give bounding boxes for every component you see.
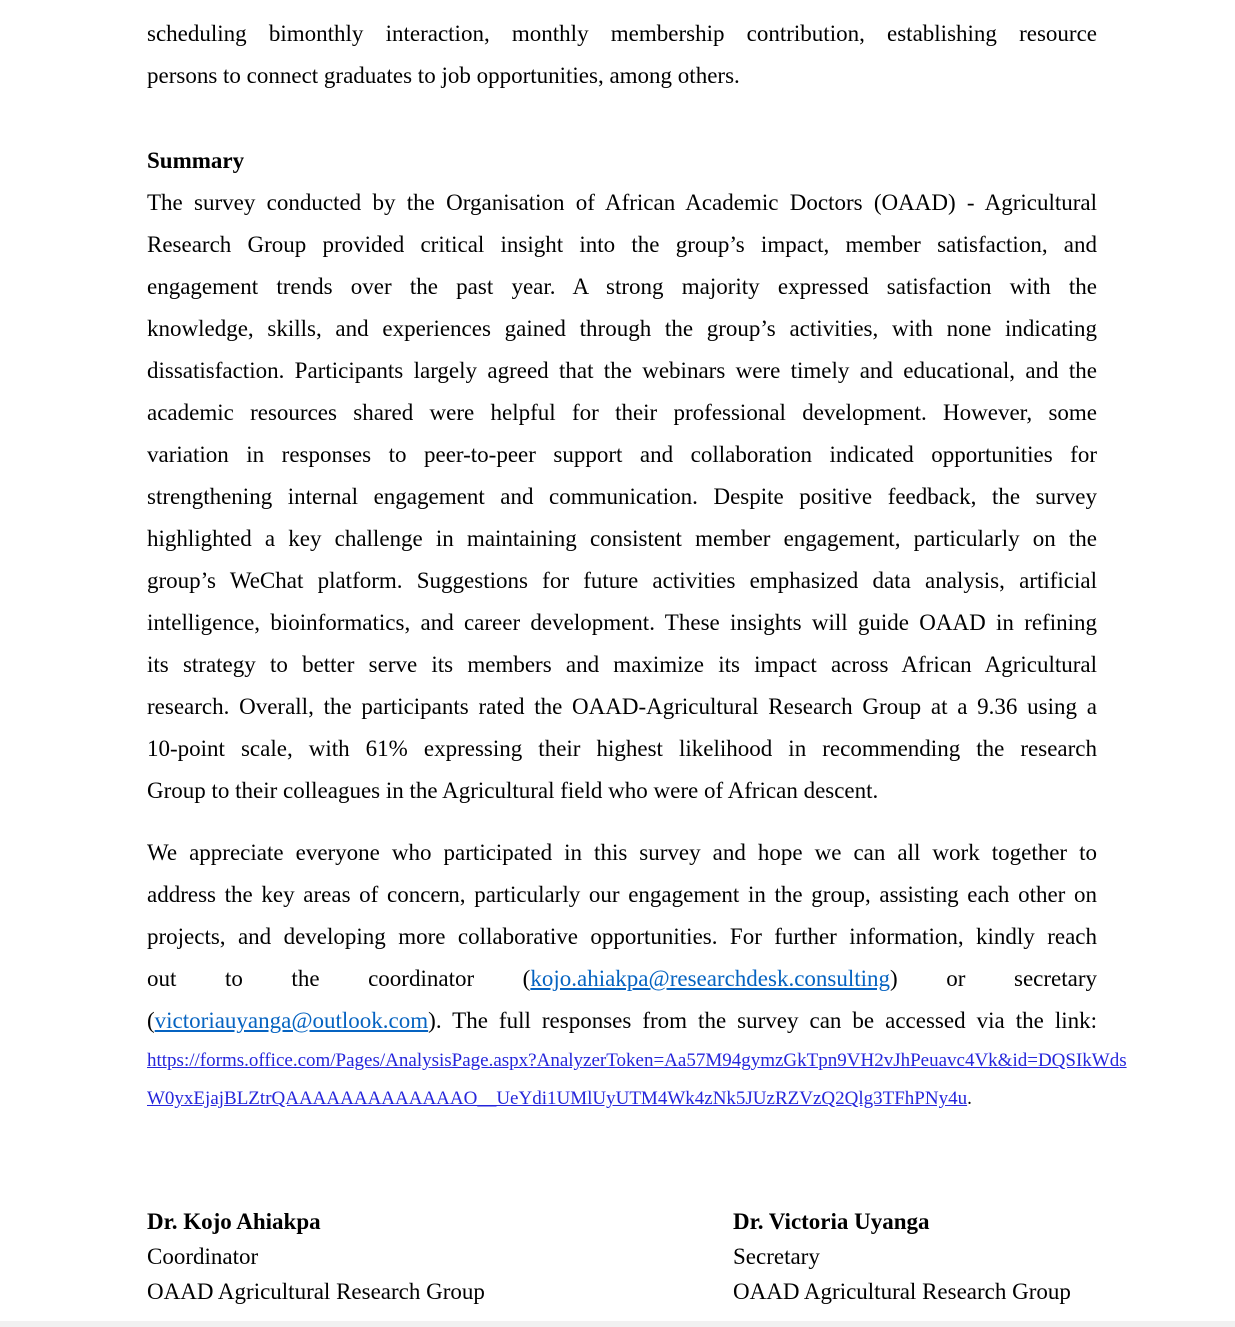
text-segment: We appreciate everyone who participated in this survey and hope we can all work together to xyxy=(147,840,1097,865)
text-segment: dissatisfaction. Participants largely agreed that the webinars were timely and educational, and the xyxy=(147,358,1097,383)
text-segment: intelligence, bioinformatics, and career development. These insights will guide OAAD in refining xyxy=(147,610,1097,635)
signature-secretary xyxy=(733,1204,1097,1309)
text-line xyxy=(147,560,1097,602)
text-line xyxy=(147,434,1097,476)
text-line xyxy=(147,770,1097,812)
text-segment: variation in responses to peer-to-peer support and collaboration indicated opportunities for xyxy=(147,442,1097,467)
text-line xyxy=(147,644,1097,686)
closing-paragraph xyxy=(147,832,1097,1042)
text-segment: The survey conducted by the Organisation of African Academic Doctors (OAAD) - Agricultural xyxy=(147,190,1097,215)
summary-heading: Summary xyxy=(147,148,245,173)
text-line xyxy=(147,1000,1097,1042)
text-segment: strengthening internal engagement and communication. Despite positive feedback, the survey xyxy=(147,484,1097,509)
text-segment: out to the coordinator ( xyxy=(147,966,531,991)
text-line xyxy=(147,686,1097,728)
secretary-organization: OAAD Agricultural Research Group xyxy=(733,1279,1071,1304)
text-line xyxy=(147,874,1097,916)
coordinator-email-link[interactable]: kojo.ahiakpa@researchdesk.consulting xyxy=(530,966,891,991)
text-line xyxy=(147,1042,1127,1080)
text-line xyxy=(147,308,1097,350)
text-segment: Research Group provided critical insight into the group’s impact, member satisfaction, and xyxy=(147,232,1097,257)
text-segment: scheduling bimonthly interaction, monthly membership contribution, establishing resource xyxy=(147,21,1097,46)
text-segment: 10-point scale, with 61% expressing their highest likelihood in recommending the research xyxy=(147,736,1097,761)
text-line xyxy=(147,916,1097,958)
text-segment: engagement trends over the past year. A strong majority expressed satisfaction with the xyxy=(147,274,1097,299)
text-line xyxy=(147,832,1097,874)
signature-block xyxy=(147,1204,1097,1309)
secretary-email-link[interactable]: victoriauyanga@outlook.com xyxy=(154,1008,429,1033)
text-segment: . xyxy=(967,1088,972,1109)
survey-results-link-line1[interactable]: https://forms.office.com/Pages/AnalysisPage.aspx?AnalyzerToken=Aa57M94gymzGkTpn9VH2vJhPeuavc4Vk&id=DQSIkWds xyxy=(147,1050,1127,1071)
coordinator-name: Dr. Kojo Ahiakpa xyxy=(147,1209,321,1234)
text-segment: highlighted a key challenge in maintaining consistent member engagement, particularly on the xyxy=(147,526,1097,551)
text-segment: knowledge, skills, and experiences gained through the group’s activities, with none indicating xyxy=(147,316,1097,341)
text-line xyxy=(147,13,1097,55)
secretary-name: Dr. Victoria Uyanga xyxy=(733,1209,930,1234)
text-segment: ). The full responses from the survey can be accessed via the link: xyxy=(428,1008,1097,1033)
text-line xyxy=(147,55,1097,97)
coordinator-title: Coordinator xyxy=(147,1244,259,1269)
text-line xyxy=(147,1080,1097,1118)
text-segment: projects, and developing more collaborative opportunities. For further information, kindly reach xyxy=(147,924,1097,949)
signature-coordinator xyxy=(147,1204,733,1309)
text-segment: academic resources shared were helpful for their professional development. However, some xyxy=(147,400,1097,425)
text-line xyxy=(147,958,1097,1000)
survey-results-link-line2[interactable]: W0yxEjajBLZtrQAAAAAAAAAAAAAO__UeYdi1UMlUyUTM4Wk4zNk5JUzRZVzQ2Qlg3TFhPNy4u xyxy=(147,1088,968,1109)
text-segment: address the key areas of concern, particularly our engagement in the group, assisting each other on xyxy=(147,882,1097,907)
secretary-title: Secretary xyxy=(733,1244,820,1269)
text-segment: research. Overall, the participants rated the OAAD-Agricultural Research Group at a 9.36 using a xyxy=(147,694,1097,719)
text-segment: its strategy to better serve its members and maximize its impact across African Agricultural xyxy=(147,652,1097,677)
summary-paragraph xyxy=(147,182,1097,812)
text-segment: persons to connect graduates to job opportunities, among others. xyxy=(147,63,740,88)
coordinator-organization: OAAD Agricultural Research Group xyxy=(147,1279,485,1304)
intro-paragraph xyxy=(147,13,1097,97)
page-edge-divider xyxy=(0,1321,1235,1327)
text-line xyxy=(147,266,1097,308)
text-line xyxy=(147,728,1097,770)
text-line xyxy=(147,518,1097,560)
text-segment: Group to their colleagues in the Agricultural field who were of African descent. xyxy=(147,778,879,803)
survey-link-block xyxy=(147,1042,1127,1118)
text-segment: ) or secretary xyxy=(890,966,1098,991)
text-line xyxy=(147,602,1097,644)
text-line xyxy=(147,182,1097,224)
text-segment: ( xyxy=(147,1008,155,1033)
text-line xyxy=(147,392,1097,434)
text-line xyxy=(147,224,1097,266)
text-segment: group’s WeChat platform. Suggestions for future activities emphasized data analysis, artificial xyxy=(147,568,1097,593)
text-line xyxy=(147,476,1097,518)
text-line xyxy=(147,350,1097,392)
